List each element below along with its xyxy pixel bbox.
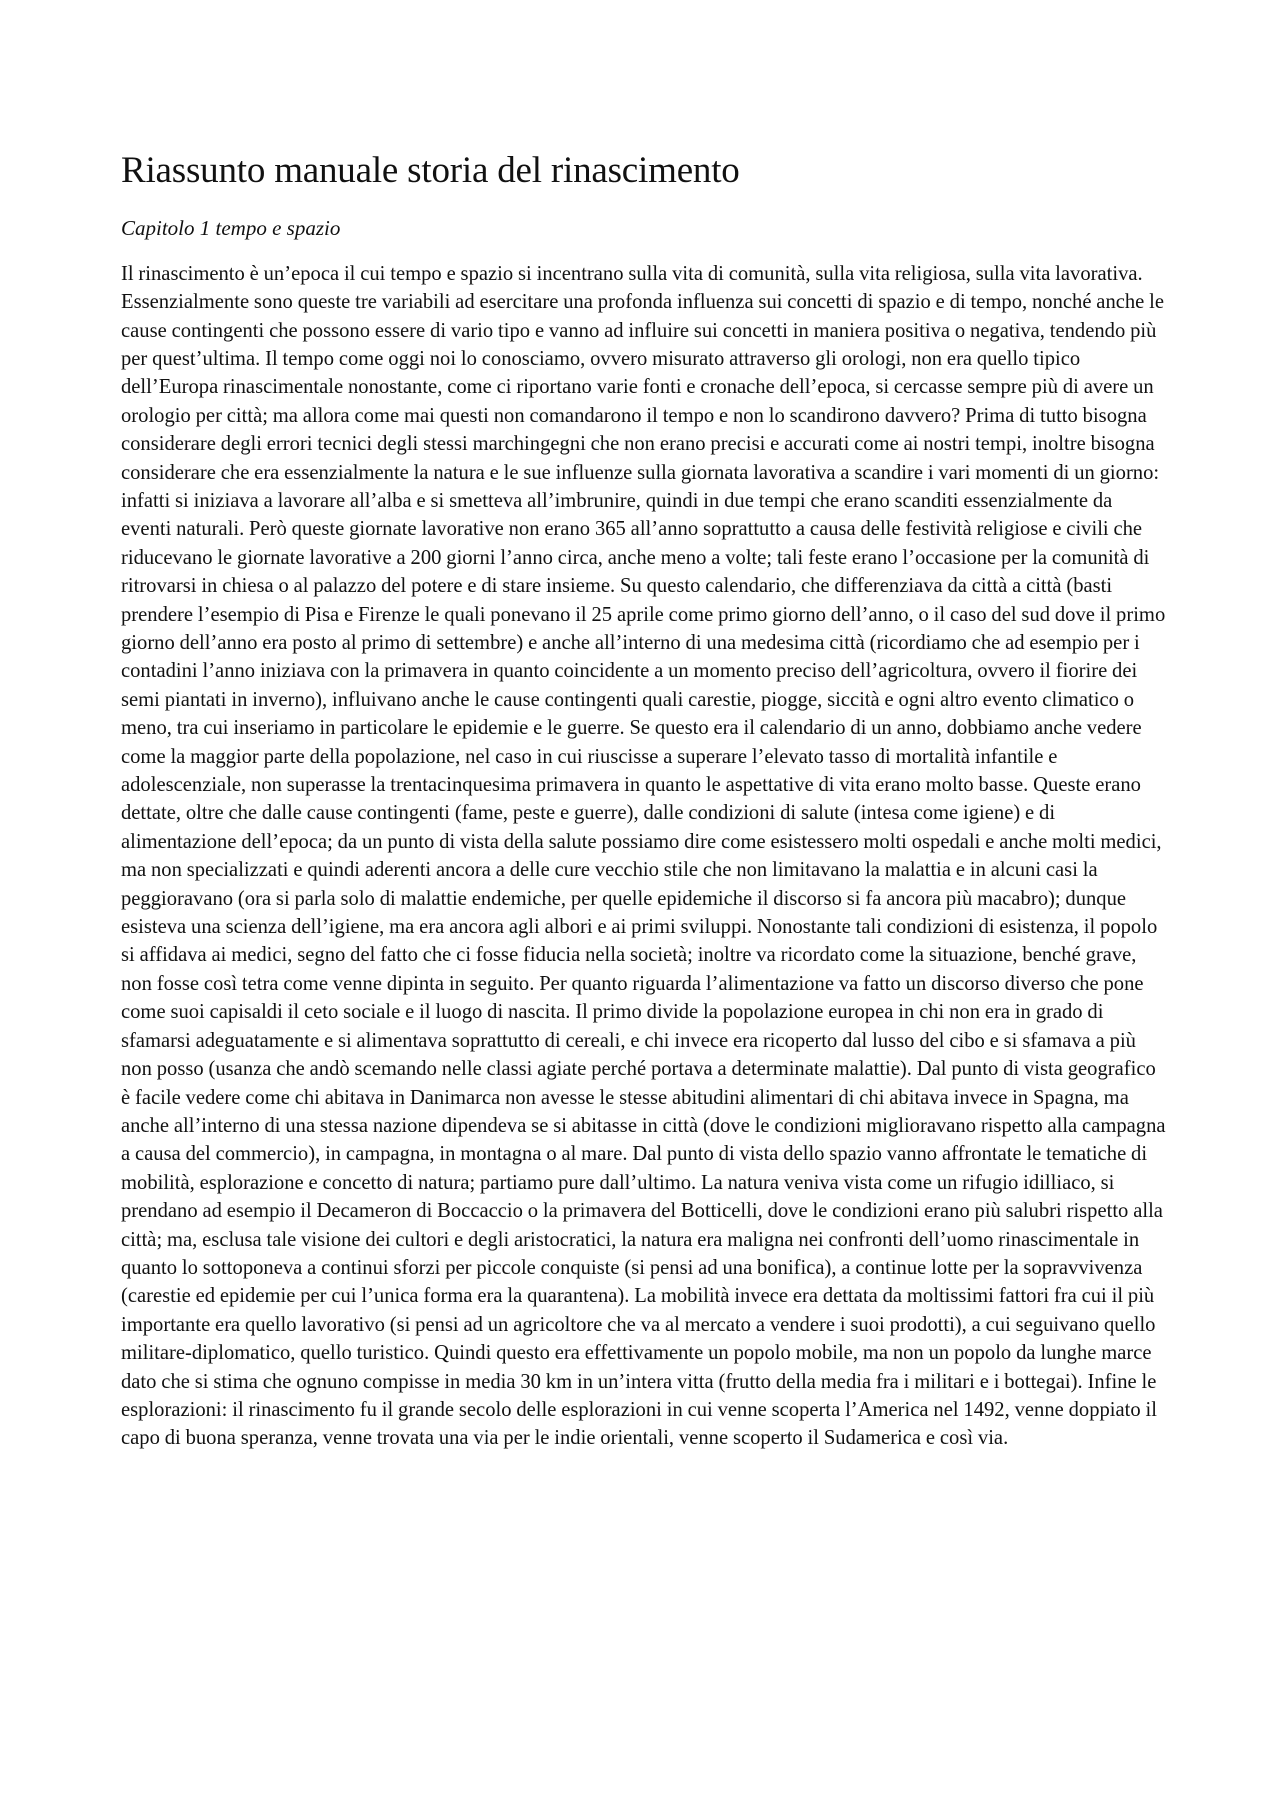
body-paragraph: Il rinascimento è un’epoca il cui tempo e spazio si incentrano sulla vita di comunità, sulla vita religiosa, sulla vita lavorativa. Essenzialmente sono queste tre variabili ad esercitare una profonda influenza sui concetti di spazio e di tempo, nonché anche le cause contingenti che possono essere di vario tipo e vanno ad influire sui concetti in maniera positiva o negativa, tendendo più per quest’ultima. Il tempo come oggi noi lo conosciamo, ovvero misurato attraverso gli orologi, non era quello tipico dell’Europa rinascimentale nonostante, come ci riportano varie fonti e cronache dell’epoca, si cercasse sempre più di avere un orologio per città; ma allora come mai questi non comandarono il tempo e non lo scandirono davvero? Prima di tutto bisogna considerare degli errori tecnici degli stessi marchingegni che non erano precisi e accurati come ai nostri tempi, inoltre bisogna considerare che era essenzialmente la natura e le sue influenze sulla giornata lavorativa a scandire i vari momenti di un giorno: infatti si iniziava a lavorare all’alba e si smetteva all’imbrunire, quindi in due tempi che erano scanditi essenzialmente da eventi naturali. Però queste giornate lavorative non erano 365 all’anno soprattutto a causa delle festività religiose e civili che riducevano le giornate lavorative a 200 giorni l’anno circa, anche meno a volte; tali feste erano l’occasione per la comunità di ritrovarsi in chiesa o al palazzo del potere e di stare insieme. Su questo calendario, che differenziava da città a città (basti prendere l’esempio di Pisa e Firenze le quali ponevano il 25 aprile come primo giorno dell’anno, o il caso del sud dove il primo giorno dell’anno era posto al primo di settembre) e anche all’interno di una medesima città (ricordiamo che ad esempio per i contadini l’anno iniziava con la primavera in quanto coincidente a un momento preciso dell’agricoltura, ovvero il fiorire dei semi piantati in inverno), influivano anche le cause contingenti quali carestie, piogge, siccità e ogni altro evento climatico o meno, tra cui inseriamo in particolare le epidemie e le guerre. Se questo era il calendario di un anno, dobbiamo anche vedere come la maggior parte della popolazione, nel caso in cui riuscisse a superare l’elevato tasso di mortalità infantile e adolescenziale, non superasse la trentacinquesima primavera in quanto le aspettative di vita erano molto basse. Queste erano dettate, oltre che dalle cause contingenti (fame, peste e guerre), dalle condizioni di salute (intesa come igiene) e di alimentazione dell’epoca; da un punto di vista della salute possiamo dire come esistessero molti ospedali e anche molti medici, ma non specializzati e quindi aderenti ancora a delle cure vecchio stile che non limitavano la malattia e in alcuni casi la peggioravano (ora si parla solo di malattie endemiche, per quelle epidemiche il discorso si fa ancora più macabro); dunque esisteva una scienza dell’igiene, ma era ancora agli albori e ai primi sviluppi. Nonostante tali condizioni di esistenza, il popolo si affidava ai medici, segno del fatto che ci fosse fiducia nella società; inoltre va ricordato come la situazione, benché grave, non fosse così tetra come venne dipinta in seguito. Per quanto riguarda l’alimentazione va fatto un discorso diverso che pone come suoi capisaldi il ceto sociale e il luogo di nascita. Il primo divide la popolazione europea in chi non era in grado di sfamarsi adeguatamente e si alimentava soprattutto di cereali, e chi invece era ricoperto dal lusso del cibo e si sfamava a più non posso (usanza che andò scemando nelle classi agiate perché portava a determinate malattie). Dal punto di vista geografico è facile vedere come chi abitava in Danimarca non avesse le stesse abitudini alimentari di chi abitava invece in Spagna, ma anche all’interno di una stessa nazione dipendeva se si abitasse in città (dove le condizioni miglioravano rispetto alla campagna a causa del commercio), in campagna, in montagna o al mare. Dal punto di vista dello spazio vanno affrontate le tematiche di mobilità, esplorazione e concetto di natura; partiamo pure dall’ultimo. La natura veniva vista come un rifugio idilliaco, si prendano ad esempio il Decameron di Boccaccio o la primavera del Botticelli, dove le condizioni erano più salubri rispetto alla città; ma, esclusa tale visione dei cultori e degli aristocratici, la natura era maligna nei confronti dell’uomo rinascimentale in quanto lo sottoponeva a continui sforzi per piccole conquiste (si pensi ad una bonifica), a continue lotte per la sopravvivenza (carestie ed epidemie per cui l’unica forma era la quarantena). La mobilità invece era dettata da moltissimi fattori fra cui il più importante era quello lavorativo (si pensi ad un agricoltore che va al mercato a vendere i suoi prodotti), a cui seguivano quello militare-diplomatico, quello turistico. Quindi questo era effettivamente un popolo mobile, ma non un popolo da lunghe marce dato che si stima che ognuno compisse in media 30 km in un’intera vitta (frutto della media fra i militari e i bottegai). Infine le esplorazioni: il rinascimento fu il grande secolo delle esplorazioni in cui venne scoperta l’America nel 1492, venne doppiato il capo di buona speranza, venne trovata una via per le indie orientali, venne scoperto il Sudamerica e così via. [121,262,1166,1450]
chapter-subtitle: Capitolo 1 tempo e spazio [121,215,341,240]
document-title: Riassunto manuale storia del rinascimento [121,150,740,191]
document-page [121,150,1166,1453]
